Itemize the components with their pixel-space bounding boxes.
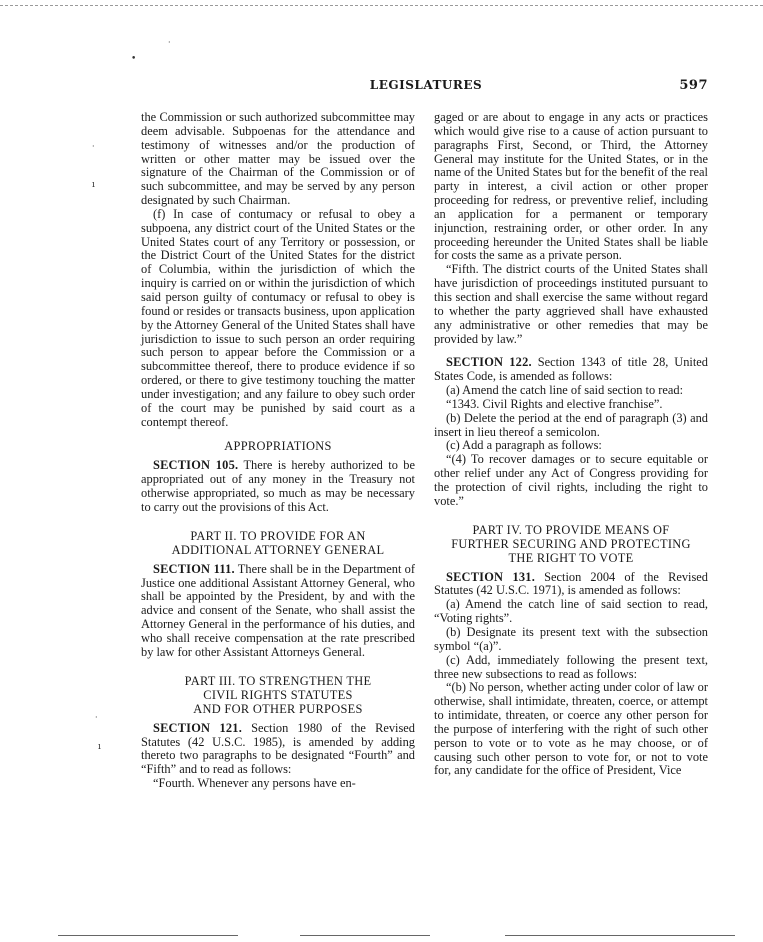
section-label: SECTION 131.	[446, 569, 535, 584]
paragraph-f: (f) In case of contumacy or refusal to obey a subpoena, any district court of the United States or the United States court of any Territory or possession, or the District Court of the United States for the district of Columbia, within the jurisdiction of which the inquiry is carried on or within the jurisdiction of which said person guilty of contumacy or refusal to obey is found or resides or transacts business, upon application by the Attorney General of the United States shall have jurisdiction to issue to such person an order requiring such person to appear before the Commission or a subcommittee thereof, there to produce evidence if so ordered, or there to give testimony touching the matter under investigation; and any failure to obey such order of the court may be punished by said court as a contempt thereof.	[141, 206, 415, 429]
section-text: There is hereby authorized to be appropriated out of any money in the Treasury not otherwise appropriated, so much as may be necessary to carry out the provisions of this Act.	[141, 458, 415, 514]
scan-speck: ·	[95, 713, 98, 722]
subsection-a: (a) Amend the catch line of said section to read, “Voting rights”.	[434, 597, 708, 626]
new-subsection-b: “(b) No person, whether acting under color of law or otherwise, shall intimidate, threaten, coerce, or attempt to intimidate, threaten, or coerce any other person for the purpose of interfering with the right of such other person to vote or to vote as he may choose, or of causing such other person to vote for, or not to vote for, any candidate for the office of President, Vice	[434, 680, 708, 778]
scan-edge-line	[505, 935, 735, 936]
page-header-title: LEGISLATURES	[369, 78, 483, 92]
heading-line: CIVIL RIGHTS STATUTES	[203, 687, 353, 702]
section-label: SECTION 121.	[153, 720, 242, 735]
scan-speck: •	[131, 54, 137, 64]
heading-part-2	[141, 529, 415, 557]
scan-edge-line	[300, 935, 430, 936]
section-121	[141, 722, 415, 777]
paragraph-4: “(4) To recover damages or to secure equitable or other relief under any Act of Congress providing for the protection of civil rights, including the right to vote.”	[434, 452, 708, 508]
section-111	[141, 563, 415, 660]
heading-part-3	[141, 674, 415, 716]
heading-line: AND FOR OTHER PURPOSES	[193, 701, 363, 716]
section-131	[434, 571, 708, 599]
section-label: SECTION 111.	[153, 561, 235, 576]
subsection-b: (b) Delete the period at the end of paragraph (3) and insert in lieu thereof a semicolon.	[434, 410, 708, 439]
section-122	[434, 356, 708, 384]
quoted-catch-line: “1343. Civil Rights and elective franchise”.	[446, 396, 663, 411]
scan-edge-line	[0, 5, 763, 6]
subsection-a: (a) Amend the catch line of said section to read:	[446, 383, 684, 398]
section-105	[141, 459, 415, 514]
heading-line: PART II. TO PROVIDE FOR AN	[190, 528, 366, 543]
section-label: SECTION 122.	[446, 355, 532, 370]
section-text: Section 1343 of title 28, United States Code, is amended as follows:	[434, 355, 708, 384]
scan-edge-line	[58, 935, 238, 936]
subsection-c: (c) Add, immediately following the present text, three new subsections to read as follows:	[434, 652, 708, 681]
heading-line: ADDITIONAL ATTORNEY GENERAL	[171, 542, 385, 557]
paragraph-continuation: the Commission or such authorized subcommittee may deem advisable. Subpoenas for the attendance and testimony of witnesses and/or the production of written or other matter may be issued over the signature of the Chairman of the Commission or of such subcommittee, and may be served by any person designated by such Chairman.	[141, 110, 415, 208]
page-number: 597	[679, 78, 708, 93]
heading-appropriations: APPROPRIATIONS	[224, 439, 332, 454]
scan-speck: ·	[92, 142, 95, 151]
section-label: SECTION 105.	[153, 458, 239, 473]
section-text: Section 2004 of the Revised Statutes (42 U.S.C. 1971), is amended as follows:	[434, 569, 708, 598]
heading-part-4	[434, 523, 708, 565]
running-header	[140, 78, 712, 96]
heading-line: PART III. TO STRENGTHEN THE	[184, 673, 372, 688]
paragraph-fourth: “Fourth. Whenever any persons have en-	[153, 776, 356, 791]
right-column	[434, 111, 708, 778]
left-column	[141, 111, 415, 791]
subsection-b: (b) Designate its present text with the subsection symbol “(a)”.	[434, 625, 708, 653]
scan-speck: ı	[98, 742, 101, 752]
paragraph-fifth: “Fifth. The district courts of the United States shall have jurisdiction of proceedings instituted pursuant to this section and shall exercise the same without regard to whether the party aggrieved shall have exhausted any administrative or other remedies that may be provided by law.”	[434, 262, 708, 346]
section-text: Section 1980 of the Revised Statutes (42 U.S.C. 1985), is amended by adding thereto two paragraphs to be designated “Fourth” and “Fifth” and to read as follows:	[141, 720, 415, 777]
heading-line: THE RIGHT TO VOTE	[508, 550, 634, 565]
scan-speck: ·	[168, 38, 171, 47]
heading-line: FURTHER SECURING AND PROTECTING	[451, 536, 691, 551]
subsection-c: (c) Add a paragraph as follows:	[446, 438, 602, 453]
section-text: There shall be in the Department of Justice one additional Assistant Attorney General, who shall be appointed by the President, by and with the advice and consent of the Senate, who shall assist the Attorney General in the performance of his duties, and who shall receive compensation at the rate prescribed by law for other Assistant Attorneys General.	[141, 561, 415, 659]
heading-line: PART IV. TO PROVIDE MEANS OF	[472, 522, 670, 537]
scan-speck: ı	[92, 180, 95, 190]
paragraph-continuation: gaged or are about to engage in any acts or practices which would give rise to a cause of action pursuant to paragraphs First, Second, or Third, the Attorney General may institute for the United States, or in the name of the United States but for the benefit of the real party in interest, a civil action or other proper proceeding for redress, or preventive relief, including an application for a permanent or temporary injunction, restraining order, or other order. In any proceeding hereunder the United States shall be liable for costs the same as a private person.	[434, 110, 708, 263]
